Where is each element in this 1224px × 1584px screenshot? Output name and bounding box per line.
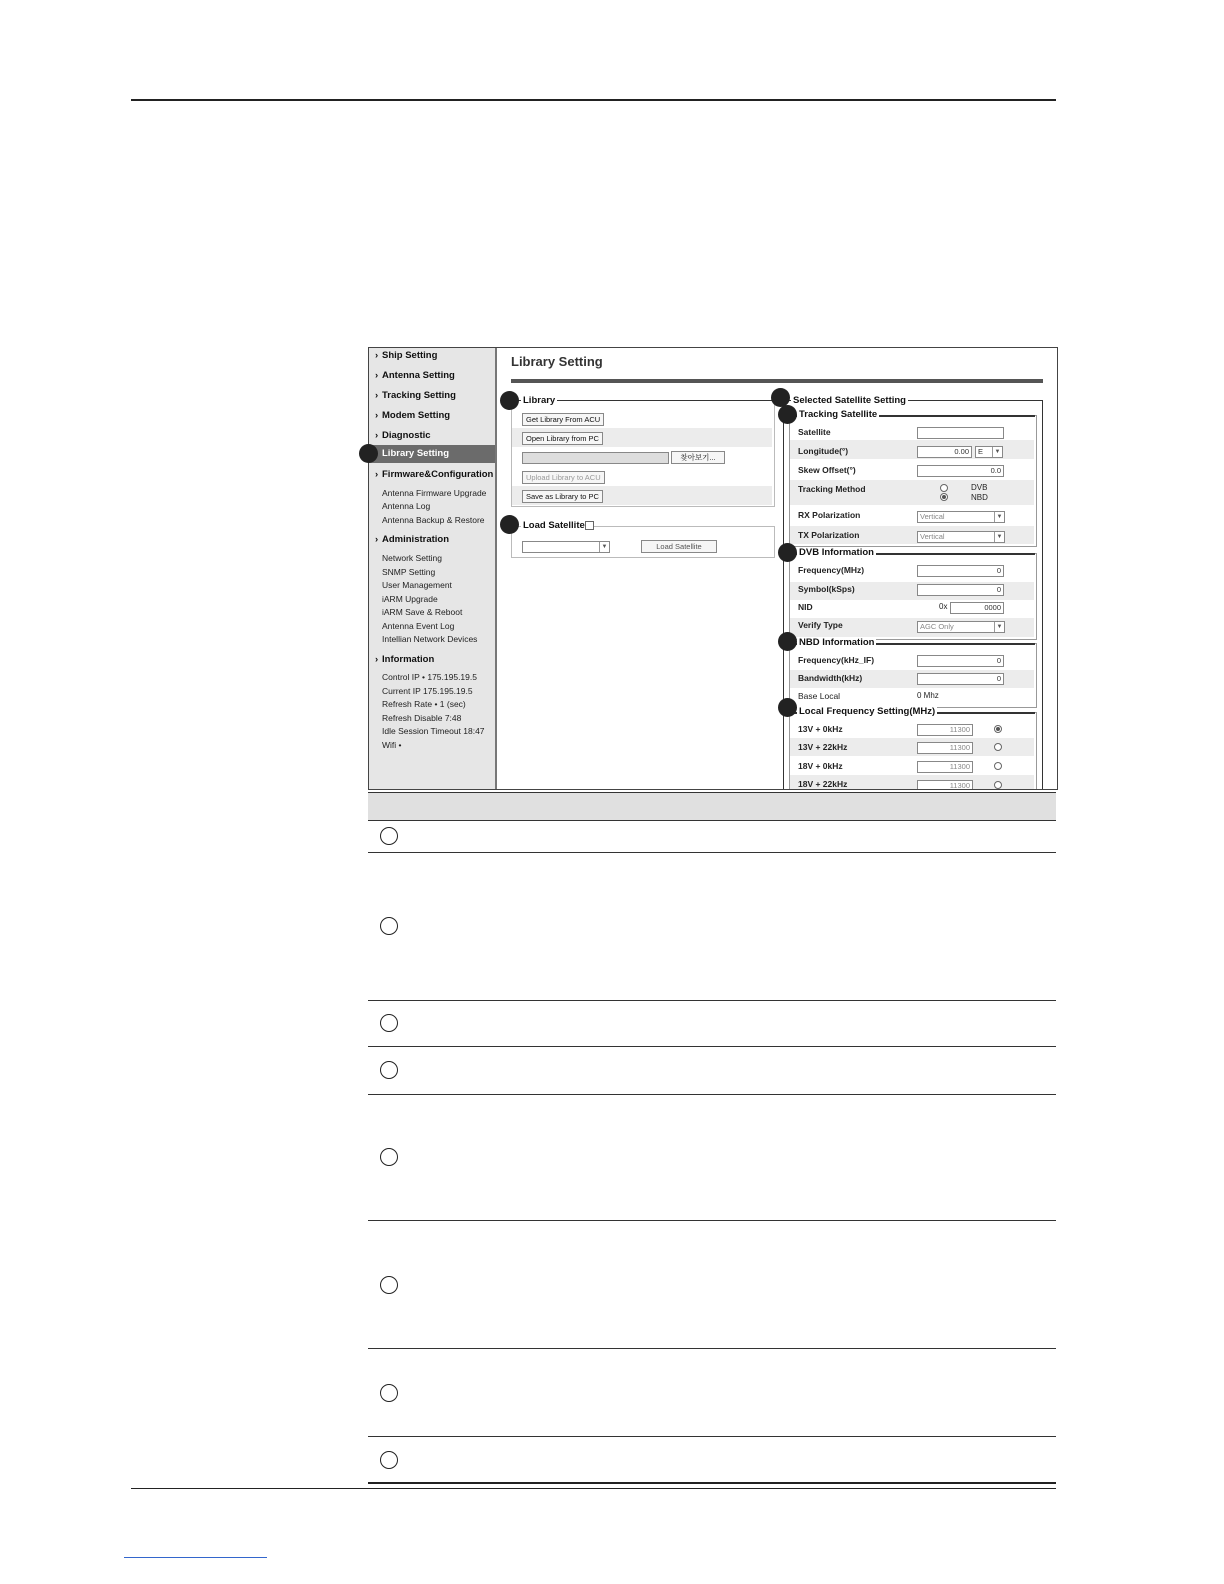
sidebar-item-firmware-configuration[interactable]: › Firmware&Configuration [375, 469, 494, 480]
nbd-frequency-label: Frequency(kHz_IF) [798, 655, 875, 665]
dvb-frequency-label: Frequency(MHz) [798, 565, 865, 575]
chevron-right-icon: › [375, 469, 379, 480]
local-freq-label: 13V + 22kHz [798, 742, 848, 752]
nbd-option-label: NBD [971, 493, 988, 502]
footer-link-underline [124, 1557, 267, 1558]
callout-marker [778, 405, 797, 424]
row-number-circle [380, 1276, 398, 1294]
sidebar-subitem[interactable]: Antenna Firmware Upgrade [382, 488, 487, 498]
library-legend: Library [523, 395, 556, 406]
info-wifi: Wifi • [382, 740, 402, 750]
chevron-down-icon: ▼ [599, 542, 609, 552]
dvb-frequency-field[interactable]: 0 [917, 565, 1004, 577]
nid-prefix: 0x [939, 602, 948, 611]
table-row-divider [368, 1348, 1056, 1349]
load-satellite-button[interactable]: Load Satellite [641, 540, 717, 553]
radio-dvb[interactable] [940, 484, 948, 492]
sidebar-subitem[interactable]: Network Setting [382, 553, 442, 563]
bandwidth-label: Bandwidth(kHz) [798, 673, 863, 683]
symbol-label: Symbol(kSps) [798, 584, 855, 594]
longitude-direction-select[interactable]: E ▼ [975, 446, 1003, 458]
browse-button[interactable]: 찾아보기... [671, 451, 725, 464]
local-freq-field[interactable]: 11300 [917, 761, 973, 773]
info-idle-timeout: Idle Session Timeout 18:47 [382, 726, 485, 736]
tx-polarization-label: TX Polarization [798, 530, 860, 540]
table-row-divider [368, 1436, 1056, 1437]
verify-type-label: Verify Type [798, 620, 843, 630]
save-library-button[interactable]: Save as Library to PC [522, 490, 603, 503]
selected-left-border [783, 400, 784, 789]
tracking-method-label: Tracking Method [798, 484, 866, 494]
sidebar-item-information[interactable]: › Information [375, 654, 435, 665]
chevron-right-icon: › [375, 410, 379, 421]
row-number-circle [380, 1148, 398, 1166]
info-refresh-rate: Refresh Rate • 1 (sec) [382, 699, 466, 709]
row-number-circle [380, 1451, 398, 1469]
footer-rule [131, 1488, 1056, 1489]
chevron-right-icon: › [375, 370, 379, 381]
header-rule [131, 99, 1056, 101]
local-freq-field[interactable]: 11300 [917, 780, 973, 790]
row-number-circle [380, 1014, 398, 1032]
tracking-legend: Tracking Satellite [799, 409, 878, 420]
sidebar-subitem[interactable]: iARM Upgrade [382, 594, 438, 604]
title-divider [511, 379, 1043, 383]
dvb-option-label: DVB [971, 483, 988, 492]
table-row-divider [368, 1046, 1056, 1047]
sidebar-subitem[interactable]: SNMP Setting [382, 567, 436, 577]
chevron-right-icon: › [375, 350, 379, 361]
callout-marker [500, 391, 519, 410]
skew-offset-label: Skew Offset(°) [798, 465, 856, 475]
sidebar-subitem[interactable]: Intellian Network Devices [382, 634, 478, 644]
chevron-down-icon: ▼ [992, 447, 1002, 457]
open-library-button[interactable]: Open Library from PC [522, 432, 603, 445]
rx-polarization-label: RX Polarization [798, 510, 861, 520]
sidebar-item-diagnostic[interactable]: › Diagnostic [375, 430, 431, 441]
chevron-down-icon: ▼ [994, 532, 1004, 542]
sidebar-subitem[interactable]: Antenna Event Log [382, 621, 455, 631]
sidebar-item-library-setting[interactable]: Library Setting [369, 445, 495, 463]
chevron-down-icon: ▼ [994, 512, 1004, 522]
table-row-divider [368, 1220, 1056, 1221]
table-row-divider [368, 1094, 1056, 1095]
bandwidth-field[interactable]: 0 [917, 673, 1004, 685]
callout-marker [778, 632, 797, 651]
row-number-circle [380, 1061, 398, 1079]
callout-marker [500, 515, 519, 534]
callout-marker [359, 444, 378, 463]
symbol-field[interactable]: 0 [917, 584, 1004, 596]
local-freq-label: 13V + 0kHz [798, 724, 843, 734]
nid-field[interactable]: 0000 [950, 602, 1004, 614]
main-panel [497, 348, 1057, 789]
chevron-right-icon: › [375, 430, 379, 441]
rx-polarization-select[interactable]: Vertical ▼ [917, 511, 1005, 523]
local-freq-radio[interactable] [994, 725, 1002, 733]
selected-right-border [1042, 400, 1043, 789]
selected-satellite-legend: Selected Satellite Setting [793, 395, 906, 406]
local-freq-radio[interactable] [994, 762, 1002, 770]
satellite-label: Satellite [798, 427, 831, 437]
local-freq-label: 18V + 0kHz [798, 761, 843, 771]
row-number-circle [380, 827, 398, 845]
sidebar-item-modem-setting[interactable]: › Modem Setting [375, 410, 451, 421]
tx-polarization-select[interactable]: Vertical ▼ [917, 531, 1005, 543]
longitude-label: Longitude(°) [798, 446, 849, 456]
radio-nbd[interactable] [940, 493, 948, 501]
table-bottom-rule [368, 1482, 1056, 1484]
chevron-right-icon: › [375, 534, 379, 545]
nbd-frequency-field[interactable]: 0 [917, 655, 1004, 667]
row-number-circle [380, 917, 398, 935]
info-control-ip: Control IP • 175.195.19.5 [382, 672, 477, 682]
page-title: Library Setting [511, 354, 603, 369]
base-local-value: 0 Mhz [917, 691, 939, 700]
library-setting-screenshot [368, 347, 1058, 790]
table-row-divider [368, 1000, 1056, 1001]
sidebar-item-tracking-setting[interactable]: › Tracking Setting [375, 390, 456, 401]
sidebar [369, 348, 497, 789]
callout-marker [778, 543, 797, 562]
verify-type-select[interactable]: AGC Only ▼ [917, 621, 1005, 633]
chevron-right-icon: › [375, 390, 379, 401]
sidebar-item-administration[interactable]: › Administration [375, 534, 450, 545]
chevron-down-icon: ▼ [994, 622, 1004, 632]
local-freq-radio[interactable] [994, 743, 1002, 751]
load-satellite-checkbox[interactable] [585, 521, 594, 530]
local-freq-label: 18V + 22kHz [798, 779, 848, 789]
load-satellite-legend: Load Satellite [523, 520, 585, 531]
table-row-divider [368, 852, 1056, 853]
info-refresh-disable: Refresh Disable 7:48 [382, 713, 462, 723]
upload-library-button[interactable]: Upload Library to ACU [522, 471, 605, 484]
skew-offset-field[interactable]: 0.0 [917, 465, 1004, 477]
sidebar-item-antenna-setting[interactable]: › Antenna Setting [375, 370, 455, 381]
sidebar-item-ship-setting[interactable]: › Ship Setting [375, 350, 438, 361]
satellite-field[interactable] [917, 427, 1004, 439]
file-path-field[interactable] [522, 452, 669, 464]
callout-marker [778, 698, 797, 717]
row-number-circle [380, 1384, 398, 1402]
sidebar-subitem[interactable]: User Management [382, 580, 452, 590]
satellite-select[interactable] [522, 541, 610, 553]
local-frequency-legend: Local Frequency Setting(MHz) [799, 706, 936, 717]
local-freq-radio[interactable] [994, 781, 1002, 789]
nbd-legend: NBD Information [799, 637, 875, 648]
table-header [368, 792, 1056, 821]
sidebar-subitem[interactable]: Antenna Backup & Restore [382, 515, 485, 525]
longitude-field[interactable]: 0.00 [917, 446, 972, 458]
local-freq-field[interactable]: 11300 [917, 724, 973, 736]
dvb-legend: DVB Information [799, 547, 874, 558]
nid-label: NID [798, 602, 813, 612]
local-freq-field[interactable]: 11300 [917, 742, 973, 754]
sidebar-subitem[interactable]: iARM Save & Reboot [382, 607, 463, 617]
base-local-label: Base Local [798, 691, 841, 701]
get-library-button[interactable]: Get Library From ACU [522, 413, 604, 426]
sidebar-subitem[interactable]: Antenna Log [382, 501, 431, 511]
info-current-ip: Current IP 175.195.19.5 [382, 686, 473, 696]
chevron-right-icon: › [375, 654, 379, 665]
